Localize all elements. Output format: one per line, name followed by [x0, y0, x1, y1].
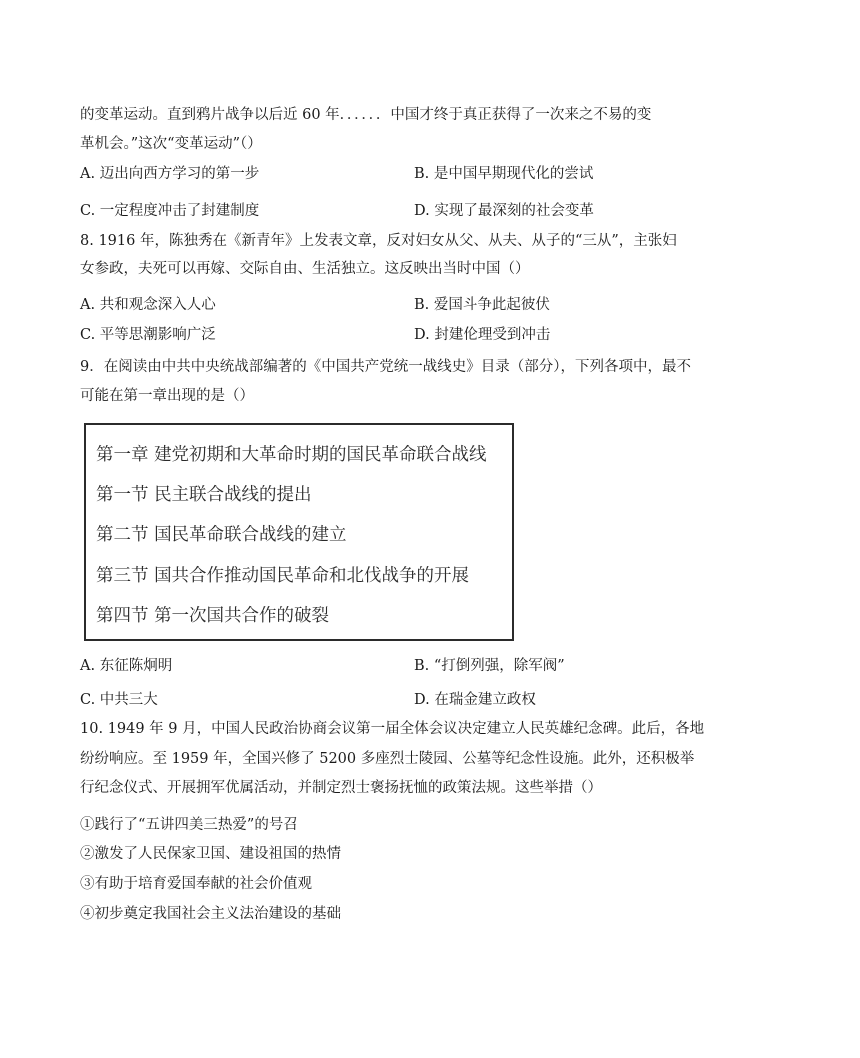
q10-item-1: ①践行了“五讲四美三热爱”的号召: [80, 817, 298, 833]
q7-stem-line-1: 的变革运动。直到鸦片战争以后近 60 年．．．．．．中国才终于真正获得了一次来之不易的变: [80, 107, 652, 123]
q7-option-c: C. 一定程度冲击了封建制度: [80, 203, 260, 219]
q9-stem-line-2: 可能在第一章出现的是（）: [80, 388, 254, 404]
q9-option-a: A. 东征陈炯明: [80, 658, 173, 674]
toc-section-4: 第四节 第一次国共合作的破裂: [96, 606, 330, 626]
q9-option-c: C. 中共三大: [80, 692, 158, 708]
q10-item-2: ②激发了人民保家卫国、建设祖国的热情: [80, 846, 341, 862]
q10-stem-line-2: 纷纷响应。至 1959 年，全国兴修了 5200 多座烈士陵园、公墓等纪念性设施。此外，还积极举: [80, 751, 695, 767]
toc-section-3: 第三节 国共合作推动国民革命和北伐战争的开展: [96, 566, 470, 586]
q7-option-d: D. 实现了最深刻的社会变革: [414, 203, 594, 219]
q10-stem-line-1: 10. 1949 年 9 月，中国人民政治协商会议第一届全体会议决定建立人民英雄纪念碑。此后，各地: [80, 721, 705, 737]
q7-option-b: B. 是中国早期现代化的尝试: [414, 166, 594, 182]
q8-option-c: C. 平等思潮影响广泛: [80, 327, 216, 343]
q8-stem-line-2: 女参政，夫死可以再嫁、交际自由、生活独立。这反映出当时中国（）: [80, 261, 530, 277]
q8-option-b: B. 爱国斗争此起彼伏: [414, 297, 550, 313]
q8-option-a: A. 共和观念深入人心: [80, 297, 216, 313]
q9-option-b: B. “打倒列强，除军阀”: [414, 658, 565, 674]
q9-stem-line-1: 9．在阅读由中共中央统战部编著的《中国共产党统一战线史》目录（部分），下列各项中，最不: [80, 359, 691, 375]
table-of-contents-figure: [84, 423, 514, 641]
q9-option-d: D. 在瑞金建立政权: [414, 692, 536, 708]
toc-section-1: 第一节 民主联合战线的提出: [96, 485, 312, 505]
q8-option-d: D. 封建伦理受到冲击: [414, 327, 551, 343]
q7-option-a: A. 迈出向西方学习的第一步: [80, 166, 260, 182]
toc-section-2: 第二节 国民革命联合战线的建立: [96, 525, 347, 545]
toc-chapter-1: 第一章 建党初期和大革命时期的国民革命联合战线: [96, 445, 487, 465]
q10-stem-line-3: 行纪念仪式、开展拥军优属活动，并制定烈士褒扬抚恤的政策法规。这些举措（）: [80, 780, 602, 796]
q7-stem-line-2: 革机会。”这次“变革运动”（）: [80, 136, 262, 152]
q10-item-4: ④初步奠定我国社会主义法治建设的基础: [80, 906, 341, 922]
q8-stem-line-1: 8. 1916 年，陈独秀在《新青年》上发表文章，反对妇女从父、从夫、从子的“三从”，主张妇: [80, 233, 677, 249]
q10-item-3: ③有助于培育爱国奉献的社会价值观: [80, 876, 312, 892]
